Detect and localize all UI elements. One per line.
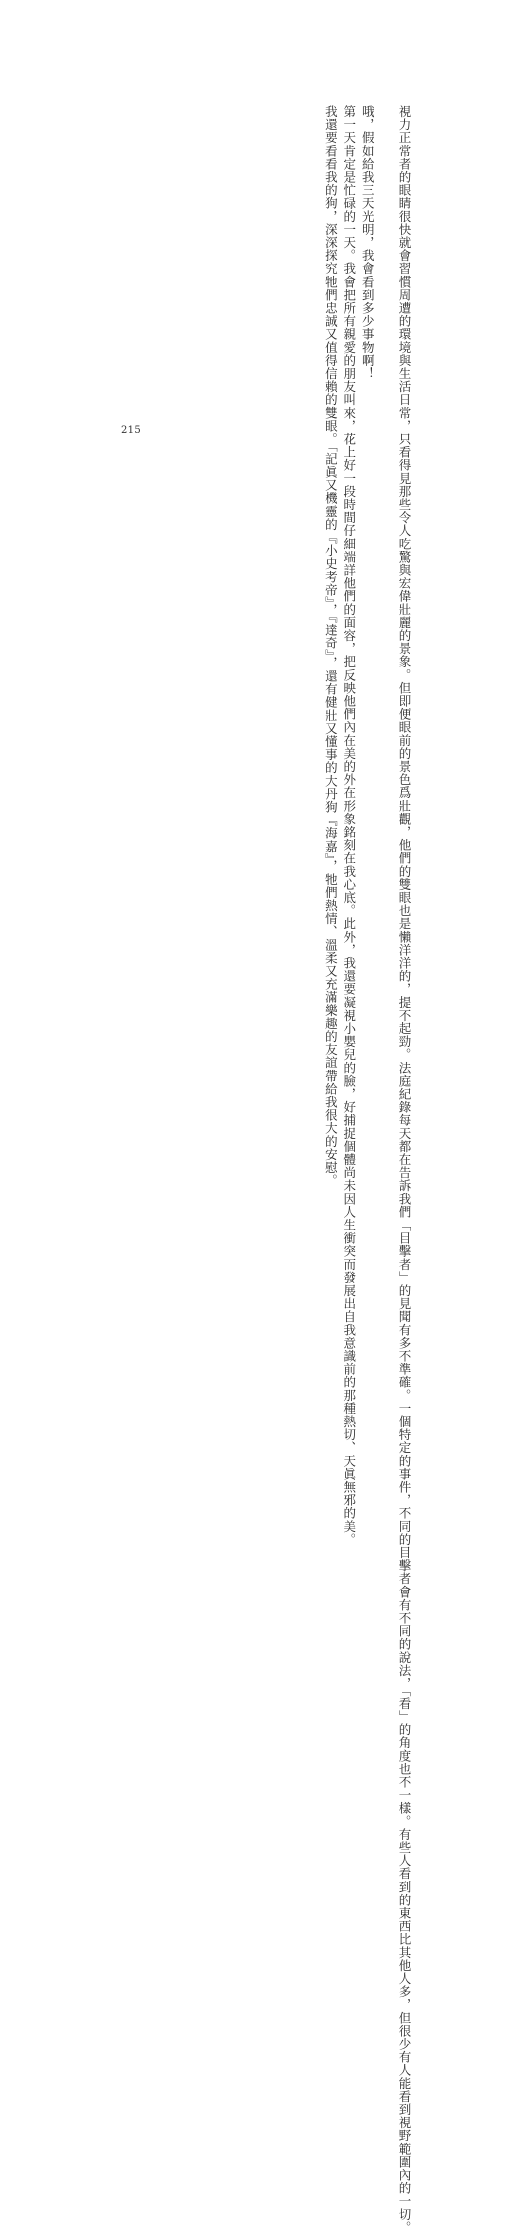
- paragraph-sight-habits: 視力正常者的眼睛很快就會習慣周遭的環境與生活日常，只看得見那些令人吃驚與宏偉壯麗的景象。但即便眼前的景色爲壯觀，他們的雙眼也是懶洋洋的，提不起勁。法庭紀錄每天都在告訴我們「目擊者」的見聞有多不準確。一個特定的事件，不同的目擊者會有不同的說法，「看」的角度也不一樣。有些人看到的東西比其他人多，但很少有人能看到視野範圍內的一切。: [397, 105, 412, 2234]
- paragraph-spacer: [376, 80, 394, 380]
- vertical-text-block: [321, 80, 413, 2234]
- page-number: 215: [121, 425, 141, 436]
- paragraph-dogs: 我還要看看我的狗，深深探究牠們忠誠又值得信賴的雙眼。「記眞又機靈的『小史考帝』，『達奇』，還有健壯又懂事的大丹狗『海嘉』，牠們熱情、溫柔又充滿樂趣的友誼帶給我很大的安慰。: [323, 105, 339, 1188]
- paragraph-three-days: 哦，假如給我三天光明，我會看到多少事物啊！: [360, 105, 376, 381]
- paragraph-first-day: 第一天肯定是忙碌的一天。我會把所有親愛的朋友叫來，花上好一段時間仔細端詳他們的面容，把反映他們內在美的外在形象銘刻在我心底。此外，我還要凝視小嬰兒的臉，好捕捉個體尚未因人生衝突而發展出自我意識前的那種熱切、天眞無邪的美。: [341, 105, 357, 1546]
